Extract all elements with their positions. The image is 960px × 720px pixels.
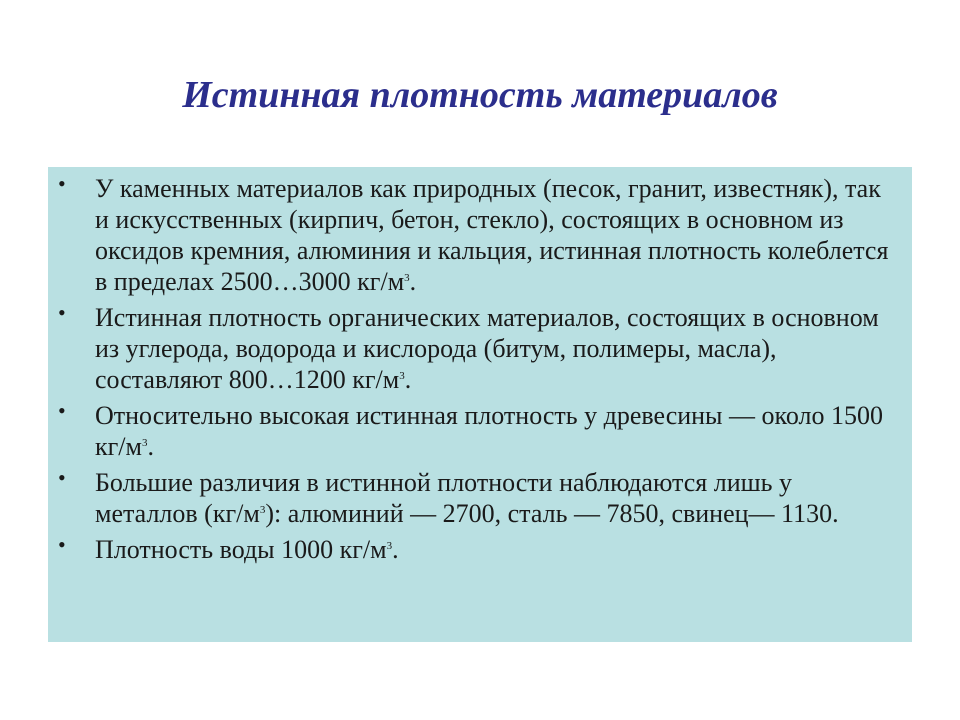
bullet-dot: •: [58, 465, 66, 490]
bullet-superscript: 3: [386, 540, 393, 552]
bullet-text: Истинная плотность органических материалов, состоящих в основном из углерода, водорода и кислорода (битум, полимеры, масла), составляют 800…1200 кг/м: [95, 303, 879, 394]
bullet-text: Относительно высокая истинная плотность у древесины — около 1500 кг/м: [95, 401, 883, 461]
bullet-tail: ): алюминий — 2700, сталь — 7850, свинец— 1130.: [265, 499, 839, 528]
bullet-dot: •: [58, 532, 66, 557]
list-item-water: [48, 534, 908, 565]
bullet-superscript: 3: [259, 504, 266, 516]
content-box: [48, 167, 912, 642]
bullet-superscript: 3: [404, 272, 410, 284]
bullet-tail: .: [404, 365, 412, 394]
bullet-text: Плотность воды 1000 кг/м: [95, 535, 387, 564]
bullet-text: Большие различия в истинной плотности наблюдаются лишь у металлов (кг/м: [95, 468, 792, 528]
bullet-tail: .: [147, 432, 154, 461]
bullet-dot: •: [58, 398, 66, 423]
bullet-list: [48, 173, 908, 570]
list-item-metals: [48, 467, 908, 529]
bullet-tail: .: [392, 535, 399, 564]
bullet-dot: •: [58, 171, 66, 196]
list-item-stone-materials: [48, 173, 908, 297]
list-item-wood: [48, 400, 908, 462]
bullet-superscript: 3: [141, 437, 148, 449]
bullet-superscript: 3: [399, 370, 405, 382]
bullet-tail: .: [409, 267, 417, 296]
slide-title: Истинная плотность материалов: [182, 74, 778, 116]
bullet-text: У каменных материалов как природных (песок, гранит, известняк), так и искусственных (кирпич, бетон, стекло), состоящих в основном из оксидов кремния, алюминия и кальция, истинная плотность колеблется в пределах 2500…3000 кг/м: [95, 174, 889, 296]
list-item-organic-materials: [48, 302, 908, 395]
bullet-dot: •: [58, 300, 66, 325]
